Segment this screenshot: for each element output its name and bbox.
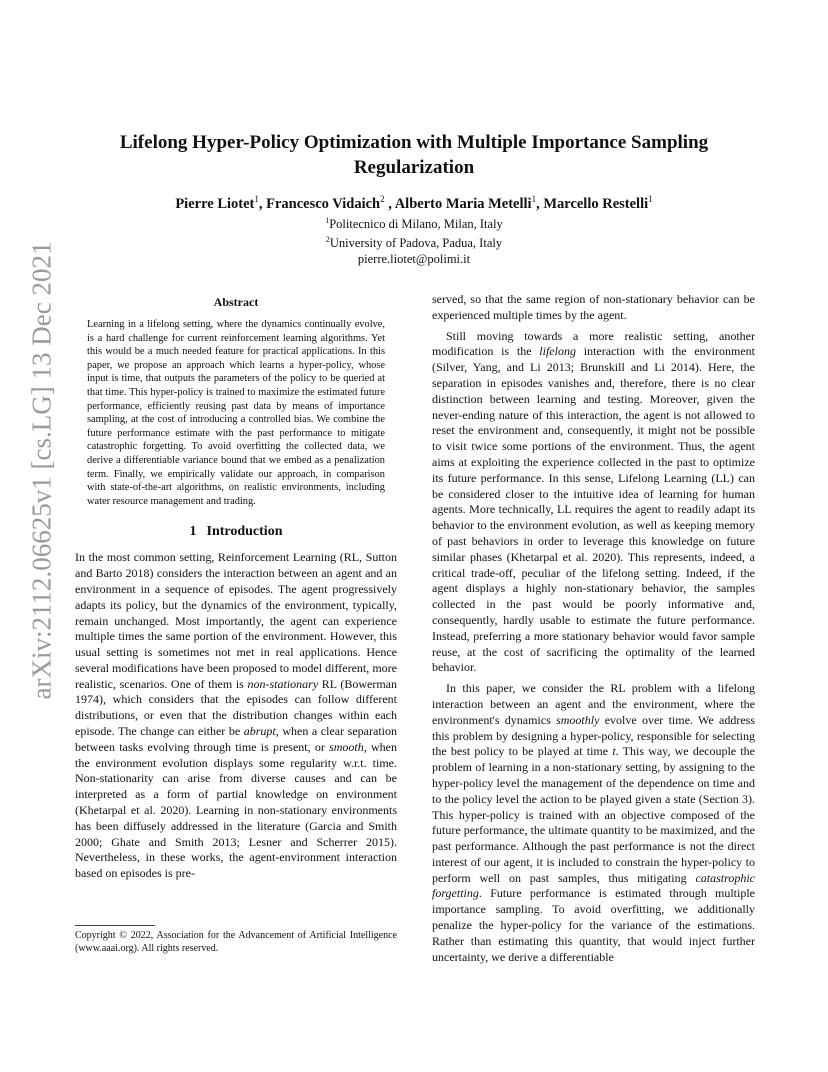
emphasis: non-stationary bbox=[247, 676, 319, 691]
right-column bbox=[432, 292, 755, 965]
emphasis: t bbox=[612, 744, 616, 759]
affiliation-line: $^1$Politecnico di Milano, Milan, Italy bbox=[325, 216, 503, 232]
intro-paragraph-1: In the most common setting, Reinforcement Learning (RL, Sutton and Barto 2018) considers the interaction between an agent and an environment in a sequence of episodes. The agent progressively adapts its policy, but the dynamics of the environment, typically, remain unchanged. Most importantly, the agent can experience multiple times the same portion of the environment. However, this usual setting is sometimes not met in real applications. Hence several modifications have been proposed to model different, more realistic, scenarios. One of them is non-stationary RL (Bowerman 1974), which considers that the episodes can follow different distributions, or even that the distribution changes within each episode. The change can either be abrupt, when a clear separation between tasks evolving through time is present, or smooth, when the environment evolution displays some regularity w.r.t. time. Non-stationarity can arise from diverse causes and can be interpreted as a form of partial knowledge on environment (Khetarpal et al. 2020). Learning in non-stationary environments has been diffusely addressed in the literature (Garcia and Smith 2000; Ghate and Smith 2013; Lesner and Scherrer 2015). Nevertheless, in these works, the agent-environment interaction based on episodes is pre- bbox=[75, 550, 397, 881]
copyright-footnote bbox=[75, 925, 397, 955]
author-affil-mark: 1 bbox=[531, 194, 537, 204]
paper-title: Lifelong Hyper-Policy Optimization with Multiple Importance Sampling Regularization bbox=[119, 132, 709, 178]
contact-email: pierre.liotet@polimi.it bbox=[357, 252, 471, 267]
author-name: Alberto Maria Metelli bbox=[394, 195, 532, 212]
emphasis: smooth bbox=[329, 739, 364, 754]
author-name: Francesco Vidaich bbox=[266, 195, 381, 212]
intro-paragraph-1-continued: served, so that the same region of non-stationary behavior can be experienced multiple times by the agent. bbox=[432, 292, 755, 322]
author-name: Pierre Liotet bbox=[175, 195, 255, 212]
arxiv-identifier-stamp bbox=[22, 241, 62, 699]
section-title: Introduction bbox=[206, 524, 283, 540]
emphasis: smoothly bbox=[556, 712, 600, 727]
affiliation-block bbox=[90, 213, 738, 267]
abstract-heading: Abstract bbox=[213, 295, 259, 309]
arxiv-identifier-text: arXiv:2112.06625v1 [cs.LG] 13 Dec 2021 bbox=[26, 241, 57, 699]
intro-paragraph-2: Still moving towards a more realistic setting, another modification is the lifelong interaction with the environment (Silver, Yang, and Li 2013; Brunskill and Li 2014). Here, the separation in episodes vanishes and, therefore, there is no clear distinction between learning and testing. Moreover, given the never-ending nature of this interaction, the agent is not allowed to reset the environment and, consequently, it might not be possible to visit twice some portions of the environment. Thus, the agent aims at exploiting the experience collected in the past to optimize its future performance. In this sense, Lifelong Learning (LL) can be considered closer to the intuitive idea of learning for human agents. More technically, LL requires the agent to readily adapt its behavior to the environment evolution, as well as keeping memory of past behaviors in order to leverage this knowledge on future similar phases (Khetarpal et al. 2020). This represents, indeed, a critical trade-off, peculiar of the lifelong setting. Indeed, if the agent displays a highly non-stationary behavior, the samples collected in the past would be poorly informative and, consequently, hardly usable to estimate the future performance. Instead, preferring a more stationary behavior would favor sample reuse, at the cost of sacrificing the optimality of the learned behavior. bbox=[432, 328, 755, 675]
section-heading bbox=[75, 522, 397, 542]
author-affil-mark: 2 bbox=[380, 194, 385, 204]
emphasis: catastrophic forgetting bbox=[432, 870, 755, 901]
abstract-text: Learning in a lifelong setting, where the dynamics continually evolve, is a hard challenge for current reinforcement learning algorithms. Yet this would be a much needed feature for practical applications. In this paper, we propose an approach which learns a hyper-policy, whose input is time, that outputs the parameters of the policy to be queried at that time. This hyper-policy is trained to maximize the estimated future performance, efficiently reusing past data by means of importance sampling, at the cost of introducing a controlled bias. We combine the future performance estimate with the past performance to mitigate catastrophic forgetting. To avoid overfitting the collected data, we derive a differentiable variance bound that we embed as a penalization term. Finally, we empirically validate our approach, in comparison with state-of-the-art algorithms, on realistic environments, including water resource management and trading. bbox=[87, 319, 385, 507]
emphasis: abrupt bbox=[243, 724, 276, 739]
author-affil-mark: 1 bbox=[648, 194, 653, 204]
emphasis: lifelong bbox=[539, 344, 576, 359]
footnote-text: Copyright © 2022, Association for the Advancement of Artificial Intelligence (www.aaai.org). All rights reserved. bbox=[75, 930, 397, 954]
affiliation-line: $^2$University of Padova, Padua, Italy bbox=[325, 235, 503, 251]
author-affil-mark: 1 bbox=[254, 194, 259, 204]
intro-paragraph-3: In this paper, we consider the RL problem with a lifelong interaction between an agent and the environment, where the environment's dynamics smoothly evolve over time. We address this problem by designing a hyper-policy, responsible for selecting the best policy to be played at time t. This way, we decouple the problem of learning in a non-stationary setting, by assigning to the hyper-policy level the management of the dependence on time and to the policy level the action to be played given a state (Section 3). This hyper-policy is trained with an objective composed of the future performance, the ultimate quantity to be maximized, and the past performance. Although the past performance is not the direct interest of our agent, it is included to constrain the hyper-policy to perform well on past samples, thus mitigating catastrophic forgetting. Future performance is estimated through multiple importance sampling. To avoid overfitting, we additionally penalize the hyper-policy for the variance of the estimations. Rather than estimating this quantity, that would inject further uncertainty, we derive a differentiable bbox=[432, 681, 756, 964]
footnote-rule bbox=[75, 925, 155, 926]
left-column bbox=[75, 292, 397, 882]
author-list: Pierre Liotet$^1$, Francesco Vidaich$^2$ , Alberto Maria Metelli$^1$, Marcello Restelli$^1$ bbox=[175, 194, 653, 212]
author-name: Marcello Restelli bbox=[543, 195, 649, 212]
section-number: 1 bbox=[189, 524, 197, 540]
